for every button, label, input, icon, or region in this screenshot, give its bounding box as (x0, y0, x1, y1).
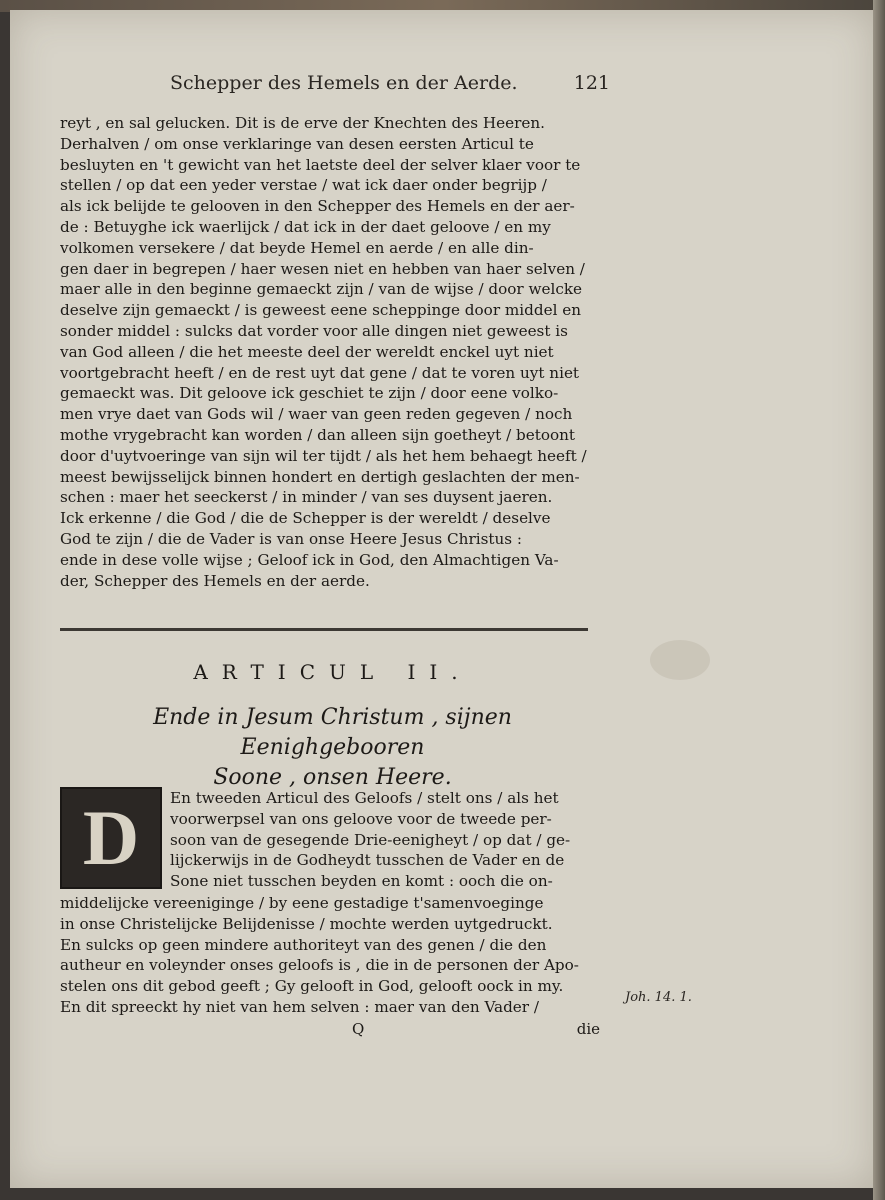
text-line: Ick erkenne / die God / die de Schepper is der wereldt / deselve (60, 509, 551, 528)
text-line: Derhalven / om onse verklaringe van desen eersten Articul te (60, 134, 534, 153)
text-line: deselve zijn gemaeckt / is geweest eene scheppinge door middel en (60, 301, 582, 320)
paragraph-article-two (60, 893, 600, 1018)
paragraph-article-one (60, 113, 605, 591)
paper-stain (650, 640, 710, 680)
text-line: volkomen versekere / dat beyde Hemel en aerde / en alle din- (60, 238, 534, 257)
header-title: Schepper des Hemels en der Aerde. (170, 72, 518, 94)
text-line: middelijcke vereenigingе / by eene gestadige t'samenvoegingе (60, 894, 544, 912)
article-heading: ARTICUL II. (193, 660, 472, 684)
text-line: sonder middel : sulcks dat vorder voor alle dingen niet geweest is (60, 321, 568, 340)
text-line: Sone niet tusschen beyden en komt : ooch die on- (170, 872, 553, 891)
margin-reference: Joh. 14. 1. (625, 990, 692, 1005)
text-line: gen daer in begrepen / haer wesen niet en hebben van haer selven / (60, 259, 585, 278)
text-line: meest bewijsselijck binnen hondert en dertigh geslachten der men- (60, 467, 580, 486)
text-line: in onse Christelijcke Belijdenisse / mochte werden uytgedruckt. (60, 914, 553, 933)
book-edge-right (873, 0, 885, 1200)
text-line: mothe vrygebracht kan worden / dan alleen sijn goetheyt / betoont (60, 425, 576, 444)
page-footer (60, 1020, 600, 1042)
text-line: autheur en voleynder onses geloofs is , die in de personen der Apo- (60, 956, 579, 975)
text-line: stelen ons dit gebod geeft ; Gy gelooft in God, gelooft oock in my. (60, 977, 564, 996)
text-line: En sulcks op geen mindere authoriteyt van des genen / die den (60, 935, 547, 954)
running-header (170, 72, 610, 94)
text-line: voorwerpsel van ons geloove voor de tweede per- (170, 809, 552, 828)
section-rule (60, 628, 588, 631)
decorated-initial (60, 787, 162, 889)
text-line: En dit spreeckt hy niet van hem selven : maer van den Vader / (60, 997, 539, 1016)
text-line: reyt , en sal gelucken. Dit is de erve der Knechten des Heeren. (60, 114, 545, 132)
text-line: soon van de gesegende Drie-eenigheyt / op dat / ge- (170, 830, 571, 849)
initial-letter: D (82, 794, 140, 881)
subtitle-line: Soone , onsen Heere. (213, 765, 452, 790)
text-line: maer alle in den beginne gemaeckt zijn / van de wijse / door welcke (60, 280, 583, 299)
signature-mark: Q (352, 1020, 365, 1038)
text-line: voortgebracht heeft / en de rest uyt dat gene / dat te voren uyt niet (60, 363, 580, 382)
text-line: lijckerwijs in de Godheydt tusschen de Vader en de (170, 851, 565, 870)
text-line: de : Betuyghe ick waerlijck / dat ick in der daet geloove / en my (60, 217, 551, 236)
subtitle-line: Ende in Jesum Christum , sijnen Eenighgebooren (153, 705, 512, 760)
text-line: gemaeckt was. Dit geloove ick geschiet te zijn / door eene volko- (60, 384, 559, 403)
article-subtitle (60, 703, 605, 793)
text-line: stellen / op dat een yeder verstae / wat ick daer onder begrijp / (60, 176, 547, 195)
text-line: God te zijn / die de Vader is van onse Heere Jesus Christus : (60, 529, 522, 548)
text-line: der, Schepper des Hemels en der aerde. (60, 571, 370, 590)
catchword: die (576, 1020, 600, 1038)
text-line: ende in dese volle wijse ; Geloof ick in God, den Almachtigen Va- (60, 550, 559, 569)
text-line: door d'uytvoeringe van sijn wil ter tijdt / als het hem behaegt heeft / (60, 446, 587, 465)
text-line: als ick belijde te gelooven in den Schepper des Hemels en der aer- (60, 197, 575, 216)
page-number: 121 (573, 72, 610, 94)
paragraph-article-two-beside-initial (170, 788, 600, 892)
text-line: van God alleen / die het meeste deel der wereldt enckel uyt niet (60, 342, 554, 361)
text-line: men vrye daet van Gods wil / waer van geen reden gegeven / noch (60, 405, 573, 424)
text-line: schen : maer het seeckerst / in minder / van ses duysent jaeren. (60, 488, 553, 507)
text-line: En tweeden Articul des Geloofs / stelt ons / als het (170, 789, 559, 807)
text-line: besluyten en 't gewicht van het laetste deel der selver klaer voor te (60, 155, 581, 174)
